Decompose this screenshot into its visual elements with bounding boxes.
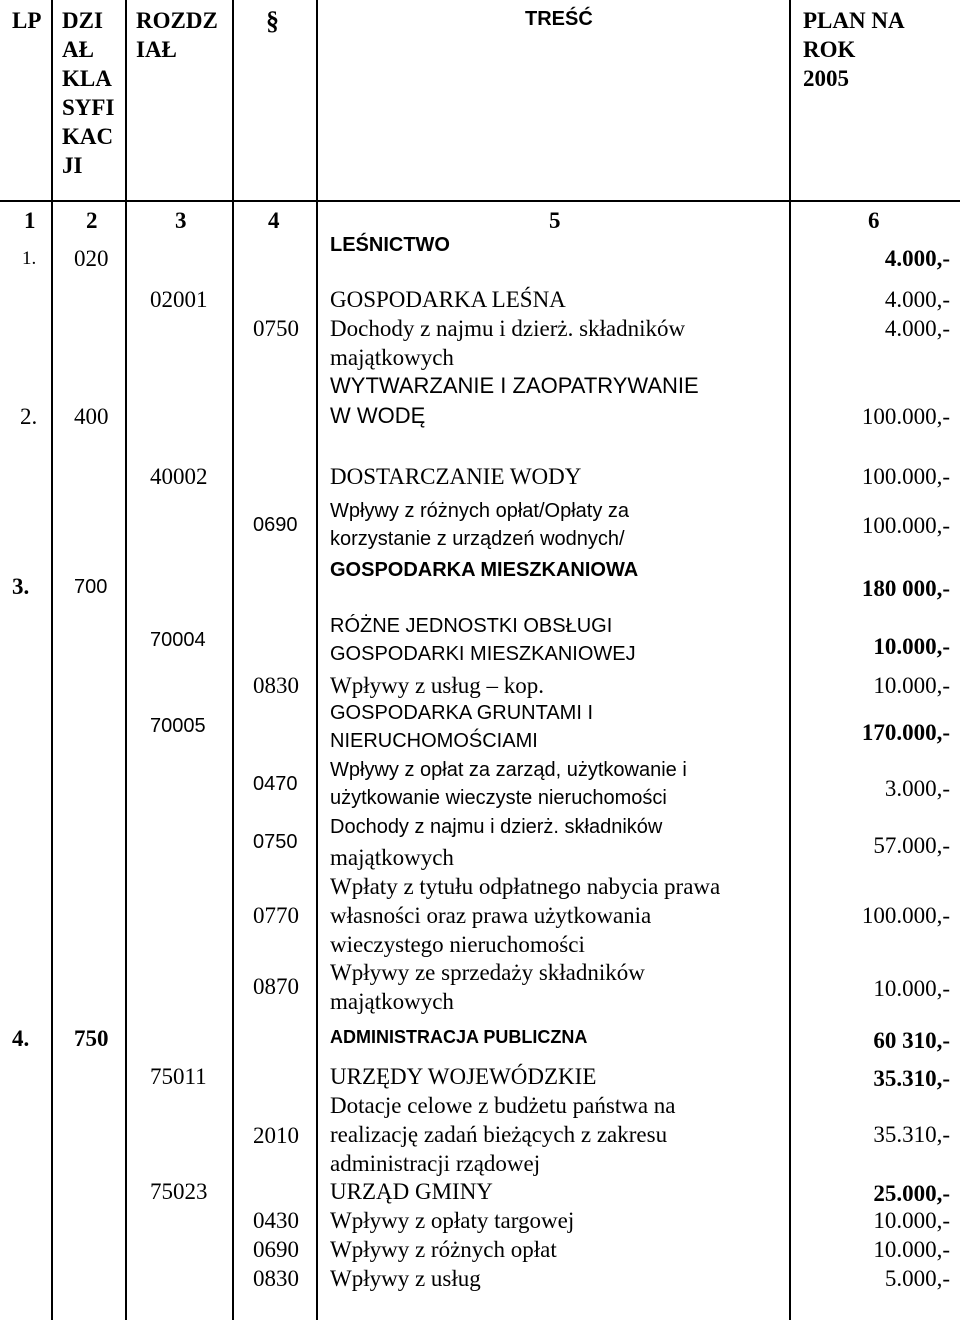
row-title: majątkowych [330, 989, 454, 1014]
row-title: Wpływy z opłaty targowej [330, 1208, 575, 1233]
row-dzial: 700 [74, 576, 108, 598]
row-title: URZĄD GMINY [330, 1179, 493, 1204]
row-paragraph: 0690 [253, 514, 298, 536]
row-title: Wpłaty z tytułu odpłatnego nabycia prawa [330, 874, 721, 899]
row-title: W WODĘ [330, 403, 426, 428]
row-title: NIERUCHOMOŚCIAMI [330, 730, 538, 752]
row-title: WYTWARZANIE I ZAOPATRYWANIE [330, 373, 699, 398]
row-amount: 100.000,- [861, 404, 950, 429]
column-number: 6 [868, 208, 880, 233]
header-lp: LP [12, 8, 42, 33]
row-title: DOSTARCZANIE WODY [330, 464, 582, 489]
row-title: Wpływy z różnych opłat [330, 1237, 557, 1262]
header-tresc: TREŚĆ [525, 8, 593, 30]
row-title: GOSPODARKA MIESZKANIOWA [330, 559, 639, 581]
row-amount: 25.000,- [873, 1181, 950, 1206]
row-lp: 1. [22, 248, 37, 269]
row-title: Dochody z najmu i dzierż. składników [330, 316, 686, 341]
row-title: GOSPODARKA GRUNTAMI I [330, 702, 593, 724]
row-rozdzial: 40002 [150, 464, 208, 489]
row-title: korzystanie z urządzeń wodnych/ [330, 528, 625, 550]
row-title: Dochody z najmu i dzierż. składników [330, 816, 663, 838]
row-dzial: 750 [74, 1026, 109, 1051]
row-amount: 10.000,- [873, 1208, 950, 1233]
row-dzial: 400 [74, 404, 109, 429]
header-paragraph: § [266, 6, 279, 35]
column-number: 1 [24, 208, 36, 233]
row-amount: 4.000,- [884, 287, 950, 312]
row-title: wieczystego nieruchomości [330, 932, 585, 957]
row-rozdzial: 75023 [150, 1179, 208, 1204]
row-paragraph: 0750 [253, 831, 298, 853]
row-title: administracji rządowej [330, 1151, 541, 1176]
row-title: ADMINISTRACJA PUBLICZNA [330, 1027, 588, 1047]
row-title: realizację zadań bieżących z zakresu [330, 1122, 668, 1147]
row-paragraph: 0770 [253, 903, 299, 928]
column-number: 3 [175, 208, 187, 233]
row-title: Wpływy z usług [330, 1266, 481, 1291]
row-paragraph: 0830 [253, 1266, 299, 1291]
row-paragraph: 0690 [253, 1237, 299, 1262]
column-divider [125, 0, 127, 1320]
row-amount: 35.310,- [873, 1122, 950, 1147]
row-amount: 10.000,- [873, 673, 950, 698]
row-amount: 100.000,- [861, 464, 950, 489]
row-title: Dotacje celowe z budżetu państwa na [330, 1093, 676, 1118]
row-title: LEŚNICTWO [330, 234, 450, 256]
row-amount: 3.000,- [884, 776, 950, 801]
row-amount: 60 310,- [873, 1028, 950, 1053]
row-paragraph: 2010 [253, 1123, 299, 1148]
row-amount: 4.000,- [884, 246, 950, 271]
header-rozdzial: ROZDZ IAŁ [136, 8, 218, 62]
row-title: GOSPODARKA LEŚNA [330, 287, 566, 312]
row-amount: 100.000,- [861, 903, 950, 928]
row-amount: 10.000,- [873, 1237, 950, 1262]
row-title: Wpływy z opłat za zarząd, użytkowanie i [330, 759, 687, 781]
row-title: RÓŻNE JEDNOSTKI OBSŁUGI [330, 615, 613, 637]
row-amount: 170.000,- [861, 720, 950, 745]
row-paragraph: 0430 [253, 1208, 299, 1233]
row-rozdzial: 70004 [150, 629, 206, 651]
header-divider [0, 200, 960, 202]
row-paragraph: 0870 [253, 974, 299, 999]
row-title: własności oraz prawa użytkowania [330, 903, 652, 928]
row-amount: 10.000,- [873, 976, 950, 1001]
row-lp: 4. [12, 1026, 30, 1051]
row-lp: 3. [12, 574, 30, 599]
row-paragraph: 0830 [253, 673, 299, 698]
column-divider [789, 0, 791, 1320]
row-lp: 2. [20, 404, 38, 429]
row-title: majątkowych [330, 345, 454, 370]
column-divider [316, 0, 318, 1320]
row-title: Wpływy z usług – kop. [330, 673, 545, 698]
column-number: 2 [86, 208, 98, 233]
header-plan: PLAN NA ROK 2005 [803, 8, 905, 91]
row-amount: 4.000,- [884, 316, 950, 341]
row-paragraph: 0470 [253, 773, 298, 795]
row-amount: 5.000,- [884, 1266, 950, 1291]
row-title: Wpływy ze sprzedaży składników [330, 960, 645, 985]
row-dzial: 020 [74, 246, 109, 271]
header-dzial: DZI AŁ KLA SYFI KAC JI [62, 8, 115, 178]
row-amount: 100.000,- [861, 513, 950, 538]
column-number: 5 [549, 208, 561, 233]
row-amount: 10.000,- [873, 634, 950, 659]
row-title: URZĘDY WOJEWÓDZKIE [330, 1064, 597, 1089]
row-paragraph: 0750 [253, 316, 299, 341]
column-divider [51, 0, 53, 1320]
row-amount: 57.000,- [873, 833, 950, 858]
row-rozdzial: 75011 [150, 1064, 207, 1089]
row-rozdzial: 02001 [150, 287, 208, 312]
row-amount: 35.310,- [873, 1066, 950, 1091]
row-amount: 180 000,- [861, 576, 950, 601]
column-number: 4 [268, 208, 280, 233]
row-title: GOSPODARKI MIESZKANIOWEJ [330, 643, 636, 665]
row-title: użytkowanie wieczyste nieruchomości [330, 787, 667, 809]
row-rozdzial: 70005 [150, 715, 206, 737]
row-title: majątkowych [330, 845, 454, 870]
column-divider [232, 0, 234, 1320]
row-title: Wpływy z różnych opłat/Opłaty za [330, 500, 629, 522]
